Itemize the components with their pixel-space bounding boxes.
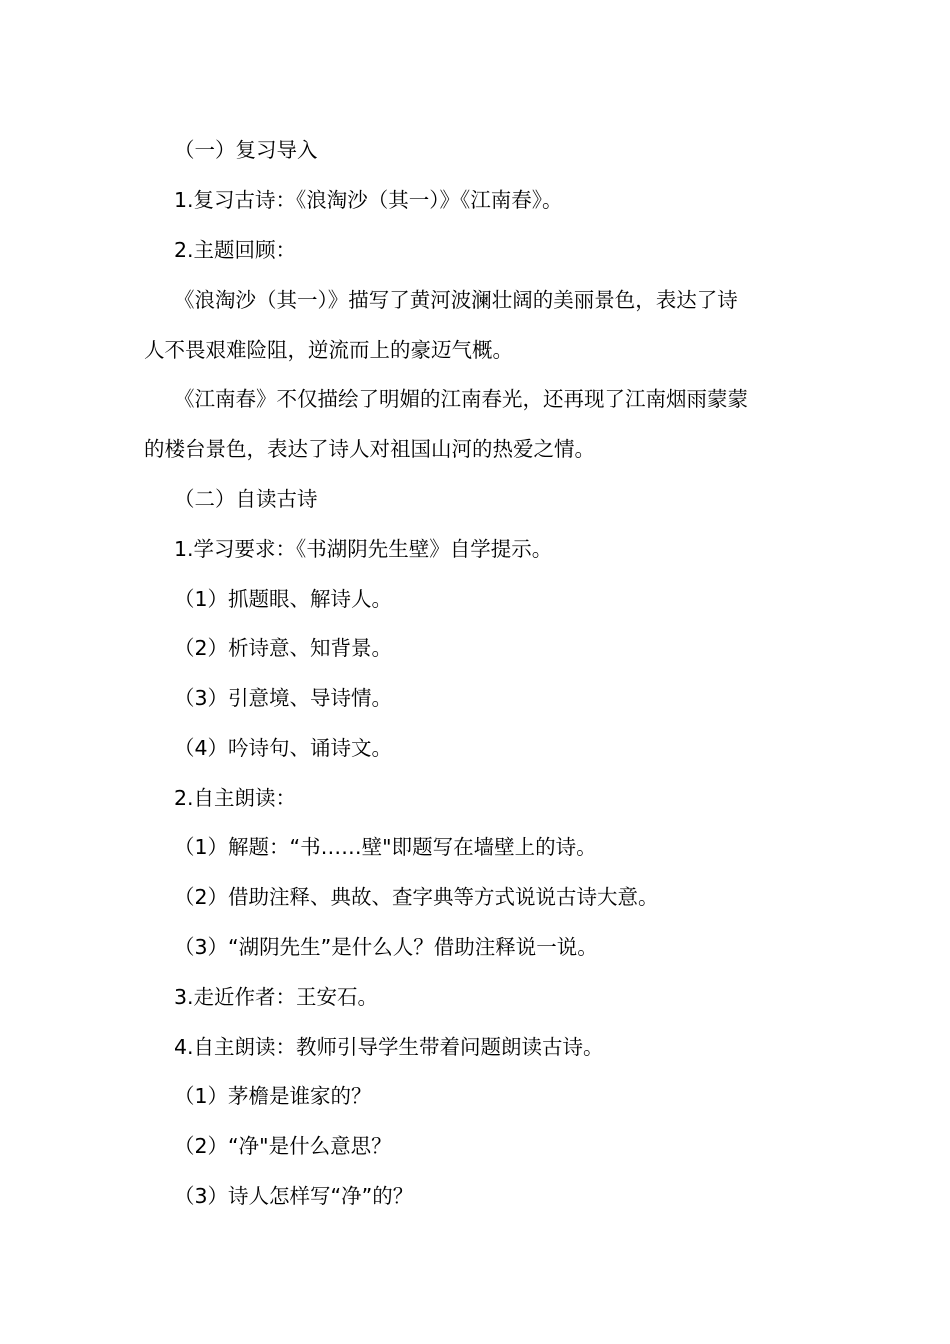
sub-item-4: （4）吟诗句、诵诗文。: [174, 736, 393, 760]
question-2: （2）“净"是什么意思？: [174, 1134, 392, 1158]
list-item-theme-review: 2.主题回顾：: [174, 238, 297, 262]
sub-item-1: （1）抓题眼、解诗人。: [174, 587, 393, 611]
question-1: （1）茅檐是谁家的？: [174, 1084, 372, 1108]
paragraph-langtaosha-line1: 《浪淘沙（其一）》描写了黄河波澜壮阔的美丽景色，表达了诗: [174, 288, 738, 312]
list-item-review-poems: 1.复习古诗：《浪淘沙（其一）》《江南春》。: [174, 188, 563, 212]
sub-item-3: （3）引意境、导诗情。: [174, 686, 393, 710]
section-heading-review: （一）复习导入: [174, 138, 318, 162]
sub-item-title-explain: （1）解题：“书……壁"即题写在墙壁上的诗。: [174, 835, 597, 859]
list-item-self-reading: 2.自主朗读：: [174, 786, 297, 810]
list-item-author: 3.走近作者：王安石。: [174, 985, 379, 1009]
list-item-study-requirements: 1.学习要求：《书湖阴先生壁》自学提示。: [174, 537, 553, 561]
sub-item-annotation: （2）借助注释、典故、查字典等方式说说古诗大意。: [174, 885, 659, 909]
paragraph-langtaosha-line2: 人不畏艰难险阻，逆流而上的豪迈气概。: [144, 338, 513, 362]
sub-item-huyin-xiansheng: （3）“湖阴先生”是什么人？借助注释说一说。: [174, 935, 598, 959]
question-3: （3）诗人怎样写“净”的？: [174, 1184, 414, 1208]
paragraph-jiangnanchun-line2: 的楼台景色，表达了诗人对祖国山河的热爱之情。: [144, 437, 595, 461]
sub-item-2: （2）析诗意、知背景。: [174, 636, 393, 660]
section-heading-self-read: （二）自读古诗: [174, 487, 318, 511]
list-item-guided-reading: 4.自主朗读：教师引导学生带着问题朗读古诗。: [174, 1035, 604, 1059]
paragraph-jiangnanchun-line1: 《江南春》不仅描绘了明媚的江南春光，还再现了江南烟雨蒙蒙: [174, 387, 748, 411]
